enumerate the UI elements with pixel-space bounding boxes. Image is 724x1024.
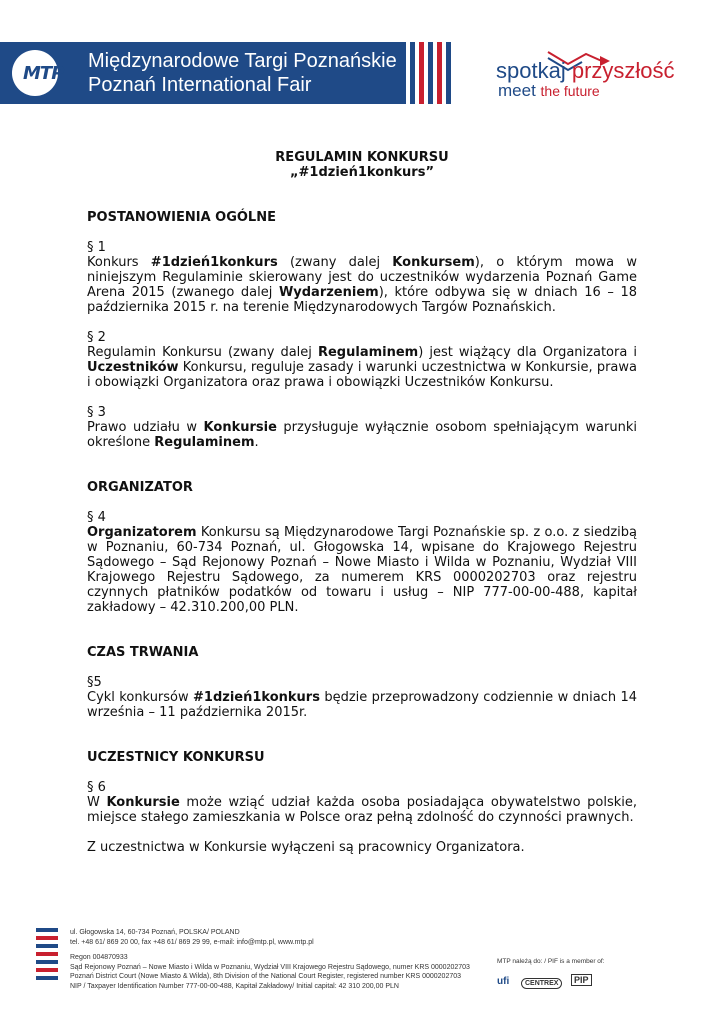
text-run: przysługuje wyłącznie osobom spełniającym warunki określone — [87, 420, 637, 450]
membership — [497, 958, 627, 987]
header-stripe — [446, 42, 451, 104]
text-run: Prawo udziału w — [87, 420, 204, 435]
bold-run: #1dzień1konkurs — [150, 255, 278, 270]
mtp-logo-letters: MTP — [23, 63, 64, 84]
bold-run: Organizatorem — [87, 525, 197, 540]
footer-line: ul. Głogowska 14, 60-734 Poznań, POLSKA/ POLAND — [70, 929, 240, 936]
header-stripe — [410, 42, 415, 104]
footer-line: Poznań District Court (Nowe Miasto & Wilda), 8th Division of the National Court Register, registered number KRS 0000202703 — [70, 973, 462, 980]
paragraph-number-6: § 6 — [87, 780, 106, 795]
section-heading-participants: UCZESTNICY KONKURSU — [87, 750, 265, 765]
brand-word-2: przyszłość — [571, 58, 675, 83]
section-heading-organizer: ORGANIZATOR — [87, 480, 193, 495]
document-body — [87, 150, 637, 855]
bold-run: Uczestników — [87, 360, 179, 375]
membership-label: MTP należą do: / PIF is a member of: — [497, 958, 605, 965]
footer-line: Regon 004870933 — [70, 954, 128, 961]
text-run: ), o którym mowa w niniejszym Regulaminie skierowany jest do uczestników wydarzenia Poznań Game Arena 2015 (zwanego dalej — [87, 255, 637, 300]
header-stripe — [428, 42, 433, 104]
bold-run: #1dzień1konkurs — [193, 690, 320, 705]
text-run: może wziąć udział każda osoba posiadająca obywatelstwo polskie, miejsce stałego zamieszkania w Polsce oraz pełną zdolność do czynności prawnych. — [87, 795, 637, 825]
bold-run: Wydarzeniem — [278, 285, 379, 300]
paragraph-5 — [87, 690, 637, 720]
paragraph-number-1: § 1 — [87, 240, 106, 255]
paragraph-3 — [87, 420, 637, 450]
paragraph-number-2: § 2 — [87, 330, 106, 345]
bold-run: Konkursie — [203, 420, 277, 435]
brand-en-2: the future — [540, 83, 600, 99]
header-stripe — [437, 42, 442, 104]
text-run: Regulamin Konkursu (zwany dalej — [87, 345, 318, 360]
brand-en-1: meet — [498, 81, 536, 100]
footer-stripes — [36, 928, 58, 984]
bold-run: Regulaminem — [154, 435, 255, 450]
text-run: ) jest wiążący dla Organizatora i — [418, 345, 637, 360]
footer-line: Sąd Rejonowy Poznań – Nowe Miasto i Wilda w Poznaniu, Wydział VIII Krajowego Rejestru Sądowego, numer KRS 0000202703 — [70, 963, 470, 971]
footer-address — [70, 928, 470, 991]
bold-run: Konkursie — [106, 795, 180, 810]
brand-english — [498, 81, 600, 101]
brand-slogan — [496, 48, 675, 104]
text-run: Konkurs — [87, 255, 151, 270]
text-run: ), które odbywa się w dniach 16 – 18 października 2015 r. na terenie Międzynarodowych Targów Poznańskich. — [87, 285, 637, 315]
paragraph-number-4: § 4 — [87, 510, 106, 525]
bold-run: Konkursem — [392, 255, 475, 270]
text-run: . — [254, 435, 259, 450]
pip-logo: PIP — [571, 974, 592, 986]
footer-line: NIP / Taxpayer Identification Number 777-00-00-488, Kapitał Zakładowy/ Initial capital: 42 310 200,00 PLN — [70, 982, 399, 990]
footer-line: tel. +48 61/ 869 20 00, fax +48 61/ 869 29 99, e-mail: info@mtp.pl, www.mtp.pl — [70, 938, 314, 946]
ufi-logo: ufi — [497, 976, 510, 987]
text-run: (zwany dalej — [277, 255, 393, 270]
paragraph-7: Z uczestnictwa w Konkursie wyłączeni są pracownicy Organizatora. — [87, 840, 525, 855]
text-run: Konkursu są Międzynarodowe Targi Poznańskie sp. z o.o. z siedzibą w Poznaniu, 60-734 Poznań, ul. Głogowska 14, wpisane do Krajowego Rejestru Sądowego – Sąd Rejonowy Poznań – Nowe Miasto i Wilda w Poznaniu, Wydział VIII Krajowego Rejestru Sądowego, za numerem KRS 0000202703 oraz rejestru czynnych płatników podatków od towaru i usług – NIP 777-00-00-488, kapitał zakładowy – 42.310.200,00 PLN. — [87, 525, 637, 615]
text-run: Cykl konkursów — [87, 690, 194, 705]
org-name-english: Poznań International Fair — [88, 74, 312, 96]
text-run: Konkursu, reguluje zasady i warunki uczestnictwa w Konkursie, prawa i obowiązki Organizatora oraz prawa i obowiązki Uczestników Konkursu. — [87, 360, 637, 390]
text-run: W — [87, 795, 107, 810]
paragraph-number-3: § 3 — [87, 405, 106, 420]
doc-subtitle: „#1dzień1konkurs” — [289, 165, 434, 180]
header-stripe — [419, 42, 424, 104]
org-name-polish: Międzynarodowe Targi Poznańskie — [88, 50, 397, 72]
section-heading-duration: CZAS TRWANIA — [87, 645, 199, 660]
paragraph-1 — [87, 255, 637, 315]
paragraph-2 — [87, 345, 637, 390]
paragraph-6 — [87, 795, 637, 825]
text-run: będzie przeprowadzony codziennie w dniach 14 września – 11 października 2015r. — [87, 690, 637, 720]
centrex-logo: CENTREX — [521, 978, 562, 989]
bold-run: Regulaminem — [317, 345, 419, 360]
paragraph-number-5: §5 — [87, 675, 102, 690]
doc-title: REGULAMIN KONKURSU — [275, 150, 449, 165]
brand-word-1: spotkaj — [496, 58, 566, 83]
section-heading-general: POSTANOWIENIA OGÓLNE — [87, 210, 276, 225]
paragraph-4 — [87, 525, 637, 615]
